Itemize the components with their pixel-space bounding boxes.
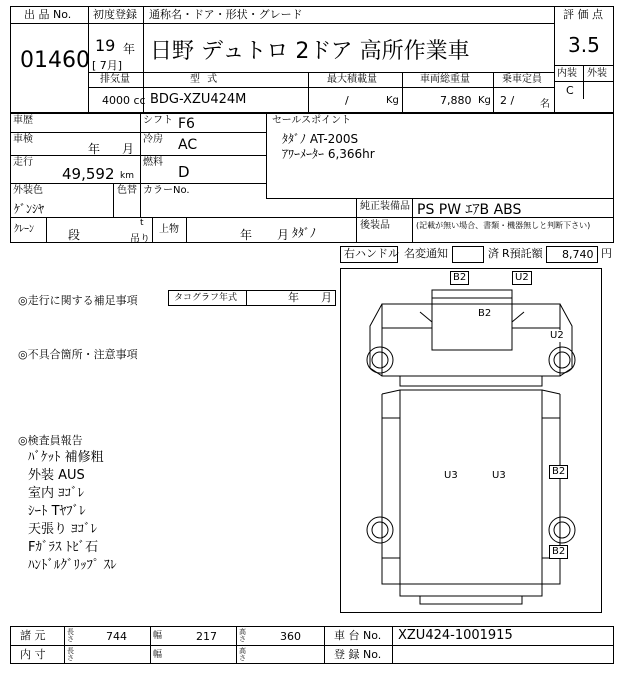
- defect-title: ◎不具合箇所・注意事項: [18, 348, 138, 361]
- divider: [246, 290, 247, 306]
- aftermarket-note: (記載が無い場合、書類・機器無しと判断下さい): [416, 221, 591, 230]
- ac-value: AC: [178, 137, 198, 153]
- divider: [236, 626, 237, 664]
- damage-mark: B2: [450, 271, 469, 285]
- width-value: 217: [196, 630, 217, 643]
- mileage-value: 49,592: [62, 165, 115, 183]
- damage-mark: U2: [550, 330, 564, 341]
- reg-year-unit: 年: [123, 42, 136, 56]
- selling-point-line: ｱﾜｰﾒｰﾀｰ 6,366hr: [282, 147, 375, 161]
- inspector-line: ﾊﾞｹｯﾄ 補修粗: [28, 450, 104, 465]
- tacho-year: 年: [288, 291, 299, 304]
- selling-points-label: セールスポイント: [272, 115, 352, 126]
- width-label: 幅: [153, 631, 163, 641]
- inner-label: 内 寸: [20, 648, 46, 661]
- name-change-box: [452, 246, 484, 263]
- shift-label: シフト: [143, 115, 173, 126]
- damage-mark: U2: [512, 271, 532, 285]
- tacho-label: タコグラフ年式: [174, 293, 238, 303]
- divider: [356, 198, 357, 217]
- inspection-year: 年: [88, 142, 101, 156]
- gross-weight-unit: Kg: [478, 95, 491, 106]
- max-load-unit: Kg: [386, 95, 399, 106]
- ext-color-label: 外装色: [13, 185, 43, 196]
- inner-length-label: 長さ: [67, 647, 74, 662]
- car-name: 日野 デュトロ 2ドア 高所作業車: [150, 39, 470, 64]
- selling-point-line: ﾀﾀﾞﾉ AT-200S: [282, 132, 359, 146]
- history-label: 車歴: [13, 115, 33, 126]
- mileage-label: 走行: [13, 157, 33, 168]
- equipment-label: 純正装備品: [360, 201, 410, 212]
- divider: [88, 23, 554, 24]
- recycle-mark: 済: [488, 247, 499, 260]
- inspection-month: 月: [122, 142, 135, 156]
- inspector-line: ﾊﾝﾄﾞﾙｸﾞﾘｯﾌﾟ ｽﾚ: [28, 558, 117, 573]
- upper-maker: ﾀﾀﾞﾉ: [292, 226, 317, 240]
- crane-lift: 吊り: [130, 234, 150, 245]
- divider: [64, 626, 65, 664]
- divider: [308, 72, 309, 112]
- height-label: 高さ: [239, 628, 246, 643]
- ac-label: 冷房: [143, 134, 163, 145]
- chassis-value: XZU424-1001915: [398, 628, 513, 643]
- inspection-label: 車検: [13, 134, 33, 145]
- divider: [88, 72, 554, 73]
- upper-year: 年: [240, 228, 253, 242]
- ext-color: ｹﾞﾝｼﾔ: [14, 202, 45, 216]
- exterior-label: 外装: [587, 68, 607, 79]
- truck-diagram: [340, 268, 602, 613]
- divider: [10, 645, 614, 646]
- crane-stage: 段: [68, 228, 81, 242]
- damage-mark: B2: [478, 308, 492, 319]
- inspector-line: 室内 ﾖｺﾞﾚ: [28, 486, 85, 501]
- divider: [266, 113, 267, 198]
- divider: [10, 23, 88, 24]
- divider: [88, 87, 554, 88]
- capacity-unit: 名: [540, 99, 550, 110]
- divider: [152, 217, 153, 243]
- divider: [113, 183, 114, 217]
- name-change-label: 名変通知: [404, 247, 448, 260]
- max-load: /: [345, 94, 349, 107]
- chassis-label: 車 台 No.: [334, 629, 382, 642]
- inner-height-label: 高さ: [239, 647, 246, 662]
- handle-text: 右ハンドル: [344, 247, 399, 260]
- divider: [140, 113, 141, 217]
- inspector-line: ｼｰﾄ Tﾔﾌﾞﾚ: [28, 504, 86, 519]
- damage-mark: U3: [492, 470, 506, 481]
- divider: [10, 155, 266, 156]
- damage-mark: U3: [444, 470, 458, 481]
- divider: [554, 6, 555, 112]
- damage-mark: B2: [549, 545, 568, 559]
- interior-label: 内装: [557, 68, 577, 79]
- dims-label: 諸 元: [20, 629, 46, 642]
- gross-weight-label: 車両総重量: [420, 74, 470, 85]
- lot-number: 01460: [20, 48, 90, 73]
- length-value: 744: [106, 630, 127, 643]
- model: BDG-XZU424M: [150, 92, 247, 107]
- max-load-label: 最大積載量: [327, 74, 377, 85]
- color-number-label: カラーNo.: [143, 185, 190, 196]
- length-label: 長さ: [67, 628, 74, 643]
- car-name-label: 通称名・ドア・形状・グレード: [149, 8, 303, 21]
- reg-year: 19: [95, 36, 116, 55]
- gross-weight: 7,880: [440, 94, 472, 107]
- driving-notes-title: ◎走行に関する補足事項: [18, 294, 138, 307]
- recycle-label: R預託額: [502, 247, 543, 260]
- crane-lift-t: t: [140, 218, 144, 228]
- divider: [402, 72, 403, 112]
- divider: [143, 6, 144, 72]
- divider: [583, 65, 584, 99]
- divider: [10, 217, 614, 218]
- score-label: 評 価 点: [563, 8, 603, 21]
- fuel-value: D: [178, 163, 190, 181]
- equipment-value: PS PW ｴｱB ABS: [417, 202, 522, 218]
- divider: [356, 217, 357, 243]
- capacity-label: 乗車定員: [502, 74, 542, 85]
- aftermarket-label: 後装品: [360, 220, 390, 231]
- color-change-label: 色替: [117, 185, 137, 196]
- divider: [10, 183, 266, 184]
- inspector-title: ◎検査員報告: [18, 434, 83, 447]
- interior-grade: C: [566, 84, 574, 97]
- crane-label: ｸﾚｰﾝ: [14, 224, 34, 235]
- recycle-unit: 円: [601, 247, 612, 260]
- model-label: 型 式: [190, 74, 220, 85]
- divider: [493, 72, 494, 112]
- divider: [10, 132, 266, 133]
- displacement-label: 排気量: [100, 74, 130, 85]
- divider: [554, 81, 614, 82]
- upper-month: 月: [277, 228, 290, 242]
- first-reg-label: 初度登録: [93, 8, 137, 21]
- inspector-line: 天張り ﾖｺﾞﾚ: [28, 522, 98, 537]
- registration-label: 登 録 No.: [334, 648, 382, 661]
- divider: [554, 65, 614, 66]
- damage-mark: B2: [549, 465, 568, 479]
- fuel-label: 燃料: [143, 157, 163, 168]
- tacho-month: 月: [321, 291, 332, 304]
- displacement: 4000 cc: [102, 94, 146, 107]
- inner-width-label: 幅: [153, 650, 163, 660]
- divider: [392, 626, 393, 664]
- recycle-amount: 8,740: [562, 248, 594, 261]
- mileage-unit: km: [120, 171, 134, 181]
- lot-label: 出 品 No.: [24, 8, 72, 21]
- inspector-line: Fｶﾞﾗｽ ﾄﾋﾞ石: [28, 540, 99, 555]
- divider: [150, 626, 151, 664]
- divider: [186, 217, 187, 243]
- divider: [46, 217, 47, 243]
- reg-month: [ 7月]: [92, 59, 123, 72]
- score-value: 3.5: [568, 33, 600, 57]
- divider: [324, 626, 325, 664]
- height-value: 360: [280, 630, 301, 643]
- inspector-line: 外装 AUS: [28, 468, 85, 483]
- upper-label: 上物: [159, 224, 179, 235]
- divider: [412, 198, 413, 243]
- capacity: 2 /: [500, 94, 515, 107]
- shift-value: F6: [178, 116, 195, 132]
